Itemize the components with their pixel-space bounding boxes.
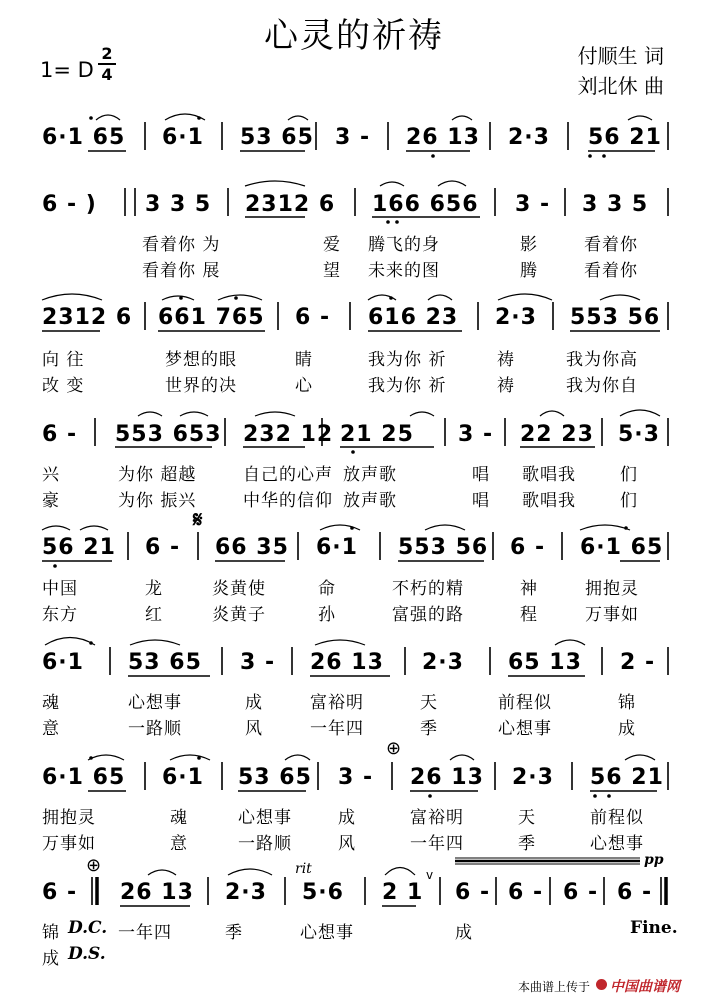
lyric: 心想事 [238, 808, 292, 828]
lyric: 前程似 [590, 808, 644, 828]
lyric: 为你 振兴 [118, 491, 197, 511]
lyric: 看着你 [584, 261, 638, 281]
measure: 26 13 [310, 650, 384, 675]
measure: 2·3 [512, 765, 554, 790]
measure: 2 - [620, 650, 656, 675]
lyric: 豪 [42, 491, 60, 511]
ds-mark: D.S. [68, 944, 106, 964]
lyric: 心 [295, 376, 313, 396]
lyric: 万事如 [585, 605, 639, 625]
lyric: 祷 [497, 350, 515, 370]
lyric: 天 [420, 693, 438, 713]
measure: 26 13 [406, 125, 480, 150]
lyric: 成 [618, 719, 636, 739]
measure: 3 - [335, 125, 371, 150]
measure: 6 - [145, 535, 181, 560]
lyric: 富裕明 [310, 693, 364, 713]
lyric: 心想事 [590, 834, 644, 854]
lyric: 风 [338, 834, 356, 854]
measure: 21 25 [340, 422, 414, 447]
lyric: 放声歌 [343, 491, 397, 511]
measure: 53 65 [128, 650, 202, 675]
lyric: 兴 [42, 465, 60, 485]
barlines [92, 122, 668, 905]
lyric: 季 [518, 834, 536, 854]
lyric: 拥抱灵 [42, 808, 96, 828]
measure: 5·3 [618, 422, 660, 447]
lyric: 们 [620, 491, 638, 511]
lyric: 万事如 [42, 834, 96, 854]
site-logo: 中国曲谱网 [610, 979, 680, 995]
lyric: 睛 [295, 350, 313, 370]
measure: 6 - [295, 305, 331, 330]
measure: 553 56 [398, 535, 489, 560]
measure: 6 - ) [42, 192, 97, 217]
measure: 3 3 5 [582, 192, 649, 217]
lyric: 东方 [42, 605, 78, 625]
lyric: 一年四 [410, 834, 464, 854]
composer-credit: 刘北休 曲 [577, 74, 664, 98]
measure: 6·1 65 [42, 125, 126, 150]
lyric: 富强的路 [392, 605, 464, 625]
measure: 6 - [510, 535, 546, 560]
measure: 2312 6 [42, 305, 133, 330]
lyric: 命 [318, 579, 336, 599]
measure: 6·1 [42, 650, 84, 675]
lyric: 我为你高 [566, 350, 638, 370]
measure: 6 - [455, 880, 491, 905]
measure: 6 - [508, 880, 544, 905]
measure: 3 3 5 [145, 192, 212, 217]
lyric: 龙 [145, 579, 163, 599]
measure: 66 35 [215, 535, 289, 560]
segno-sign: 𝄋 [193, 508, 203, 533]
lyric: 成 [42, 949, 60, 969]
lyric: 中国 [42, 579, 78, 599]
measure: 661 765 [158, 305, 265, 330]
fine-mark: Fine. [630, 918, 678, 938]
lyric: 心想事 [128, 693, 182, 713]
lyric: 梦想的眼 [165, 350, 237, 370]
measure: 56 21 [588, 125, 662, 150]
lyric: 心想事 [300, 923, 354, 943]
lyric: 歌唱我 [522, 465, 576, 485]
footer-upload-text: 本曲谱上传于 [518, 980, 591, 994]
measure: 232 12 [243, 422, 334, 447]
lyric: 向 往 [42, 350, 85, 370]
key-signature: 1= D [40, 58, 94, 82]
measure: 65 13 [508, 650, 582, 675]
lyric: 成 [455, 923, 473, 943]
lyric: 为你 超越 [118, 465, 197, 485]
measure: 56 21 [590, 765, 664, 790]
measure: 53 65 [238, 765, 312, 790]
lyric: 世界的决 [165, 376, 237, 396]
lyric: 看着你 [584, 235, 638, 255]
lyric: 一路顺 [238, 834, 292, 854]
lyric: 魂 [170, 808, 188, 828]
lyric: 意 [42, 719, 60, 739]
measure: 56 21 [42, 535, 116, 560]
measure: 166 656 [372, 192, 479, 217]
lyric: 拥抱灵 [585, 579, 639, 599]
measure: 6 - [563, 880, 599, 905]
measure: 2312 6 [245, 192, 336, 217]
lyric: 锦 [618, 693, 636, 713]
measure: 26 13 [120, 880, 194, 905]
lyric: 炎黄使 [212, 579, 266, 599]
song-title: 心灵的祈祷 [264, 16, 444, 56]
lyric: 天 [518, 808, 536, 828]
lyric: 成 [245, 693, 263, 713]
coda-sign: ⊕ [386, 738, 402, 759]
coda-sign: ⊕ [86, 855, 102, 876]
lyric: 腾 [520, 261, 538, 281]
lyric: 一年四 [310, 719, 364, 739]
measure: 53 65 [240, 125, 314, 150]
measure: 6·1 [162, 125, 204, 150]
lyric: 未来的图 [368, 261, 440, 281]
time-signature-top: 2 [101, 44, 113, 63]
lyric: 一年四 [118, 923, 172, 943]
measure: 6·1 65 [42, 765, 126, 790]
lyricist-credit: 付顺生 词 [577, 44, 664, 68]
pianissimo-mark: pp [644, 852, 664, 868]
slurs [42, 114, 660, 875]
lyric: 腾飞的身 [368, 235, 440, 255]
lyric: 意 [170, 834, 188, 854]
lyric: 季 [225, 923, 243, 943]
lyric: 风 [245, 719, 263, 739]
measure: 6 - [42, 422, 78, 447]
measure: 2·3 [422, 650, 464, 675]
lyric: 程 [520, 605, 538, 625]
measure: 2·3 [508, 125, 550, 150]
ritardando-mark: rit [295, 861, 312, 877]
lyric: 成 [338, 808, 356, 828]
measure: 6·1 [316, 535, 358, 560]
lyric: 唱 [472, 465, 490, 485]
measure: 6·1 65 [580, 535, 664, 560]
measure: 6 - [617, 880, 653, 905]
lyric: 唱 [472, 491, 490, 511]
lyric: 不朽的精 [392, 579, 464, 599]
measure: 553 56 [570, 305, 661, 330]
measure: 2·3 [495, 305, 537, 330]
lyric: 一路顺 [128, 719, 182, 739]
dc-mark: D.C. [68, 918, 108, 938]
lyric: 自己的心声 [243, 465, 333, 485]
lyric: 我为你自 [566, 376, 638, 396]
measure: 3 - [240, 650, 276, 675]
lyric: 看着你 展 [142, 261, 221, 281]
measure: 3 - [458, 422, 494, 447]
measure: 5·6 [302, 880, 344, 905]
lyric: 神 [520, 579, 538, 599]
lyric: 望 [323, 261, 341, 281]
lyric: 影 [520, 235, 538, 255]
measure: 553 653 [115, 422, 222, 447]
lyric: 改 变 [42, 376, 85, 396]
lyric: 爱 [323, 235, 341, 255]
time-signature-bottom: 4 [101, 65, 113, 84]
measure: 6·1 [162, 765, 204, 790]
measure: 26 13 [410, 765, 484, 790]
lyric: 中华的信仰 [243, 491, 333, 511]
octave-dots [53, 116, 628, 798]
measure: 2 1 [382, 880, 424, 905]
lyric: 放声歌 [343, 465, 397, 485]
lyric: 心想事 [498, 719, 552, 739]
measure: 6 - [42, 880, 78, 905]
measure: 3 - [338, 765, 374, 790]
lyric: 我为你 祈 [368, 376, 447, 396]
lyric: 我为你 祈 [368, 350, 447, 370]
measure: 2·3 [225, 880, 267, 905]
lyric: 看着你 为 [142, 235, 221, 255]
lyric: 们 [620, 465, 638, 485]
breath-mark: v [426, 868, 434, 882]
lyric: 锦 [42, 923, 60, 943]
decrescendo-hairpin [455, 858, 640, 864]
lyric: 季 [420, 719, 438, 739]
measure: 3 - [515, 192, 551, 217]
lyric: 歌唱我 [522, 491, 576, 511]
lyric: 富裕明 [410, 808, 464, 828]
lyric: 前程似 [498, 693, 552, 713]
lyric: 祷 [497, 376, 515, 396]
lyric: 红 [145, 605, 163, 625]
measure: 616 23 [368, 305, 459, 330]
lyric: 魂 [42, 693, 60, 713]
measure: 22 23 [520, 422, 594, 447]
lyric: 孙 [318, 605, 336, 625]
lyric: 炎黄子 [212, 605, 266, 625]
